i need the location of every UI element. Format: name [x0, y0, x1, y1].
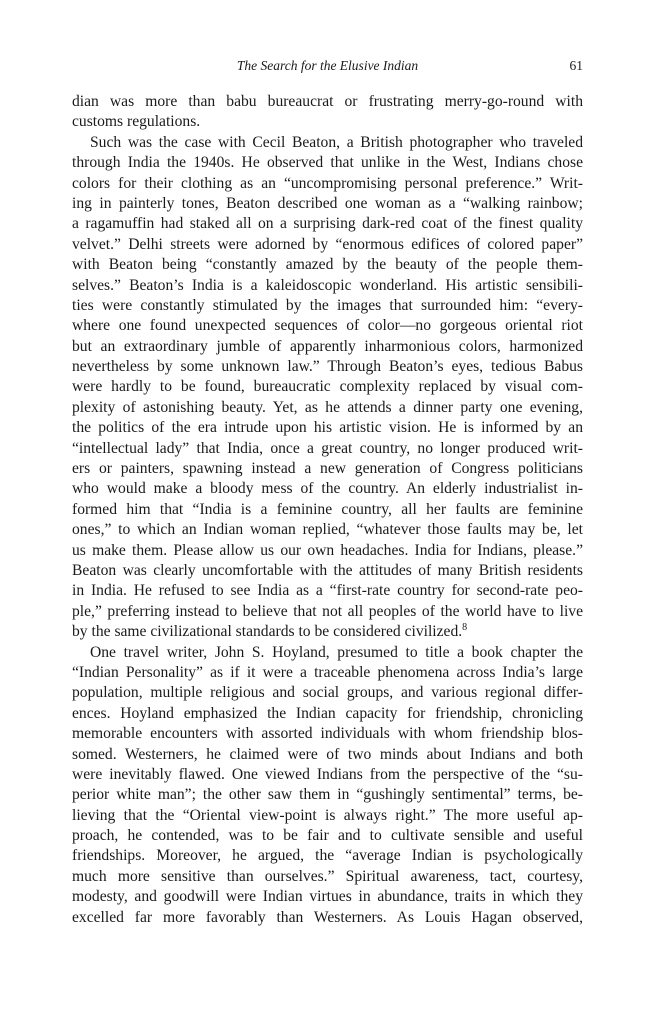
- text-line: through India the 1940s. He observed that unlike in the West, Indians chose: [72, 154, 583, 172]
- text-line: “intellectual lady” that India, once a great country, no longer produced writ-: [72, 439, 583, 457]
- text-line: were hardly to be found, bureaucratic complexity replaced by visual com-: [72, 378, 583, 396]
- text-line: velvet.” Delhi streets were adorned by “enormous edifices of colored paper”: [72, 235, 583, 253]
- footnote-marker: 8: [462, 622, 468, 633]
- text-line: somed. Westerners, he claimed were of two minds about Indians and both: [72, 745, 583, 763]
- text-line: customs regulations.: [72, 113, 201, 131]
- text-line: perior white man”; the other saw them in “gushingly sentimental” terms, be-: [72, 786, 583, 804]
- text-line: a ragamuffin had staked all on a surprising dark-red coat of the finest quality: [72, 215, 583, 233]
- text-line: colors for their clothing as an “uncompromising personal preference.” Writ-: [72, 174, 583, 192]
- text-line: plexity of astonishing beauty. Yet, as he attends a dinner party one evening,: [72, 398, 583, 416]
- text-line: the politics of the era intrude upon his artistic vision. He is informed by an: [72, 419, 583, 437]
- text-line: lieving that the “Oriental view-point is always right.” The more useful ap-: [72, 806, 583, 824]
- body-text: [72, 92, 583, 928]
- text-line: in India. He refused to see India as a “first-rate country for second-rate peo-: [72, 582, 583, 600]
- text-line: selves.” Beaton’s India is a kaleidoscopic wonderland. His artistic sensibili-: [72, 276, 583, 294]
- text-line: formed him that “India is a feminine country, all her faults are feminine: [72, 500, 583, 518]
- text-line: dian was more than babu bureaucrat or frustrating merry-go-round with: [72, 93, 583, 110]
- text-line: ences. Hoyland emphasized the Indian capacity for friendship, chronicling: [72, 704, 583, 722]
- text-line: ties were constantly stimulated by the images that surrounded him: “every-: [72, 296, 583, 314]
- text-line: ple,” preferring instead to believe that not all peoples of the world have to live: [72, 602, 583, 620]
- text-line: proach, he contended, was to be fair and to cultivate sensible and useful: [72, 827, 583, 845]
- text-line: nevertheless by some unknown law.” Through Beaton’s eyes, tedious Babus: [72, 358, 583, 376]
- text-line: much more sensitive than ourselves.” Spiritual awareness, tact, courtesy,: [72, 867, 583, 885]
- running-title: The Search for the Elusive Indian: [236, 58, 419, 73]
- text-line: by the same civilizational standards to be considered civilized.: [72, 623, 463, 641]
- text-line: ing in painterly tones, Beaton described one woman as a “walking rainbow;: [72, 194, 583, 212]
- running-head: [72, 58, 583, 78]
- text-line: “Indian Personality” as if it were a traceable phenomena across India’s large: [72, 663, 583, 681]
- page-number: 61: [569, 58, 583, 73]
- text-line: friendships. Moreover, he argued, the “average Indian is psychologically: [72, 847, 583, 865]
- text-line: excelled far more favorably than Westerners. As Louis Hagan observed,: [72, 908, 583, 926]
- text-line: who would make a bloody mess of the country. An elderly industrialist in-: [72, 480, 583, 498]
- text-line: where one found unexpected sequences of color—no gorgeous oriental riot: [72, 317, 583, 335]
- text-line: memorable encounters with assorted individuals with whom friendship blos-: [72, 725, 583, 743]
- text-line: Such was the case with Cecil Beaton, a British photographer who traveled: [90, 133, 583, 151]
- text-line: population, multiple religious and social groups, and various regional differ-: [72, 684, 583, 702]
- text-line: modesty, and goodwill were Indian virtues in abundance, traits in which they: [72, 888, 583, 906]
- text-line: ers or painters, spawning instead a new generation of Congress politicians: [72, 460, 583, 478]
- text-line: us make them. Please allow us our own headaches. India for Indians, please.”: [72, 541, 583, 559]
- text-line-with-footnote: [72, 622, 583, 642]
- text-line: but an extraordinary jumble of apparently inharmonious colors, harmonized: [72, 337, 583, 355]
- text-line: with Beaton being “constantly amazed by the beauty of the people them-: [72, 256, 583, 274]
- text-line: One travel writer, John S. Hoyland, presumed to title a book chapter the: [90, 643, 583, 661]
- text-line: ones,” to which an Indian woman replied, “whatever those faults may be, let: [72, 521, 583, 539]
- text-line: were inevitably flawed. One viewed Indians from the perspective of the “su-: [72, 765, 583, 783]
- text-line: Beaton was clearly uncomfortable with the attitudes of many British residents: [72, 561, 583, 579]
